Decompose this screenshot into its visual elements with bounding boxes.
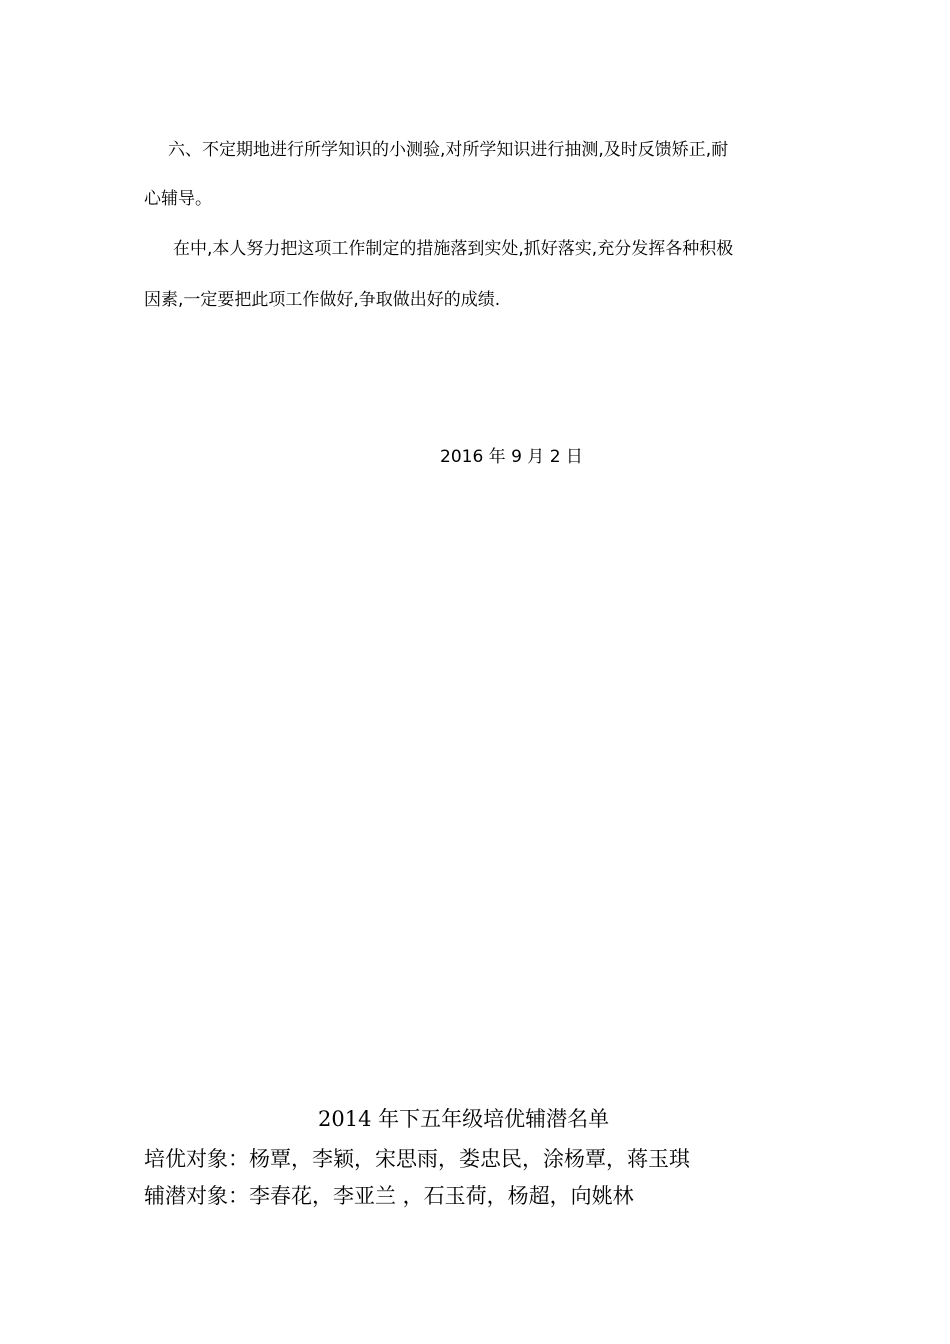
closing-paragraph-line-1: 在中,本人努力把这项工作制定的措施落到实处,抓好落实,充分发挥各种积极 [173,239,734,259]
document-date: 2016 年 9 月 2 日 [440,447,583,467]
paragraph-six-line-2: 心辅导。 [144,189,212,209]
closing-paragraph-line-2: 因素,一定要把此项工作做好,争取做出好的成绩. [144,290,501,310]
paragraph-six-line-1: 六、不定期地进行所学知识的小测验,对所学知识进行抽测,及时反馈矫正,耐 [168,140,729,160]
roster-support-students: 辅潜对象：李春花，李亚兰 ，石玉荷，杨超，向姚林 [144,1184,634,1208]
roster-title: 2014 年下五年级培优辅潜名单 [318,1107,610,1131]
roster-top-students: 培优对象：杨覃，李颖，宋思雨，娄忠民，涂杨覃，蒋玉琪 [144,1147,690,1171]
